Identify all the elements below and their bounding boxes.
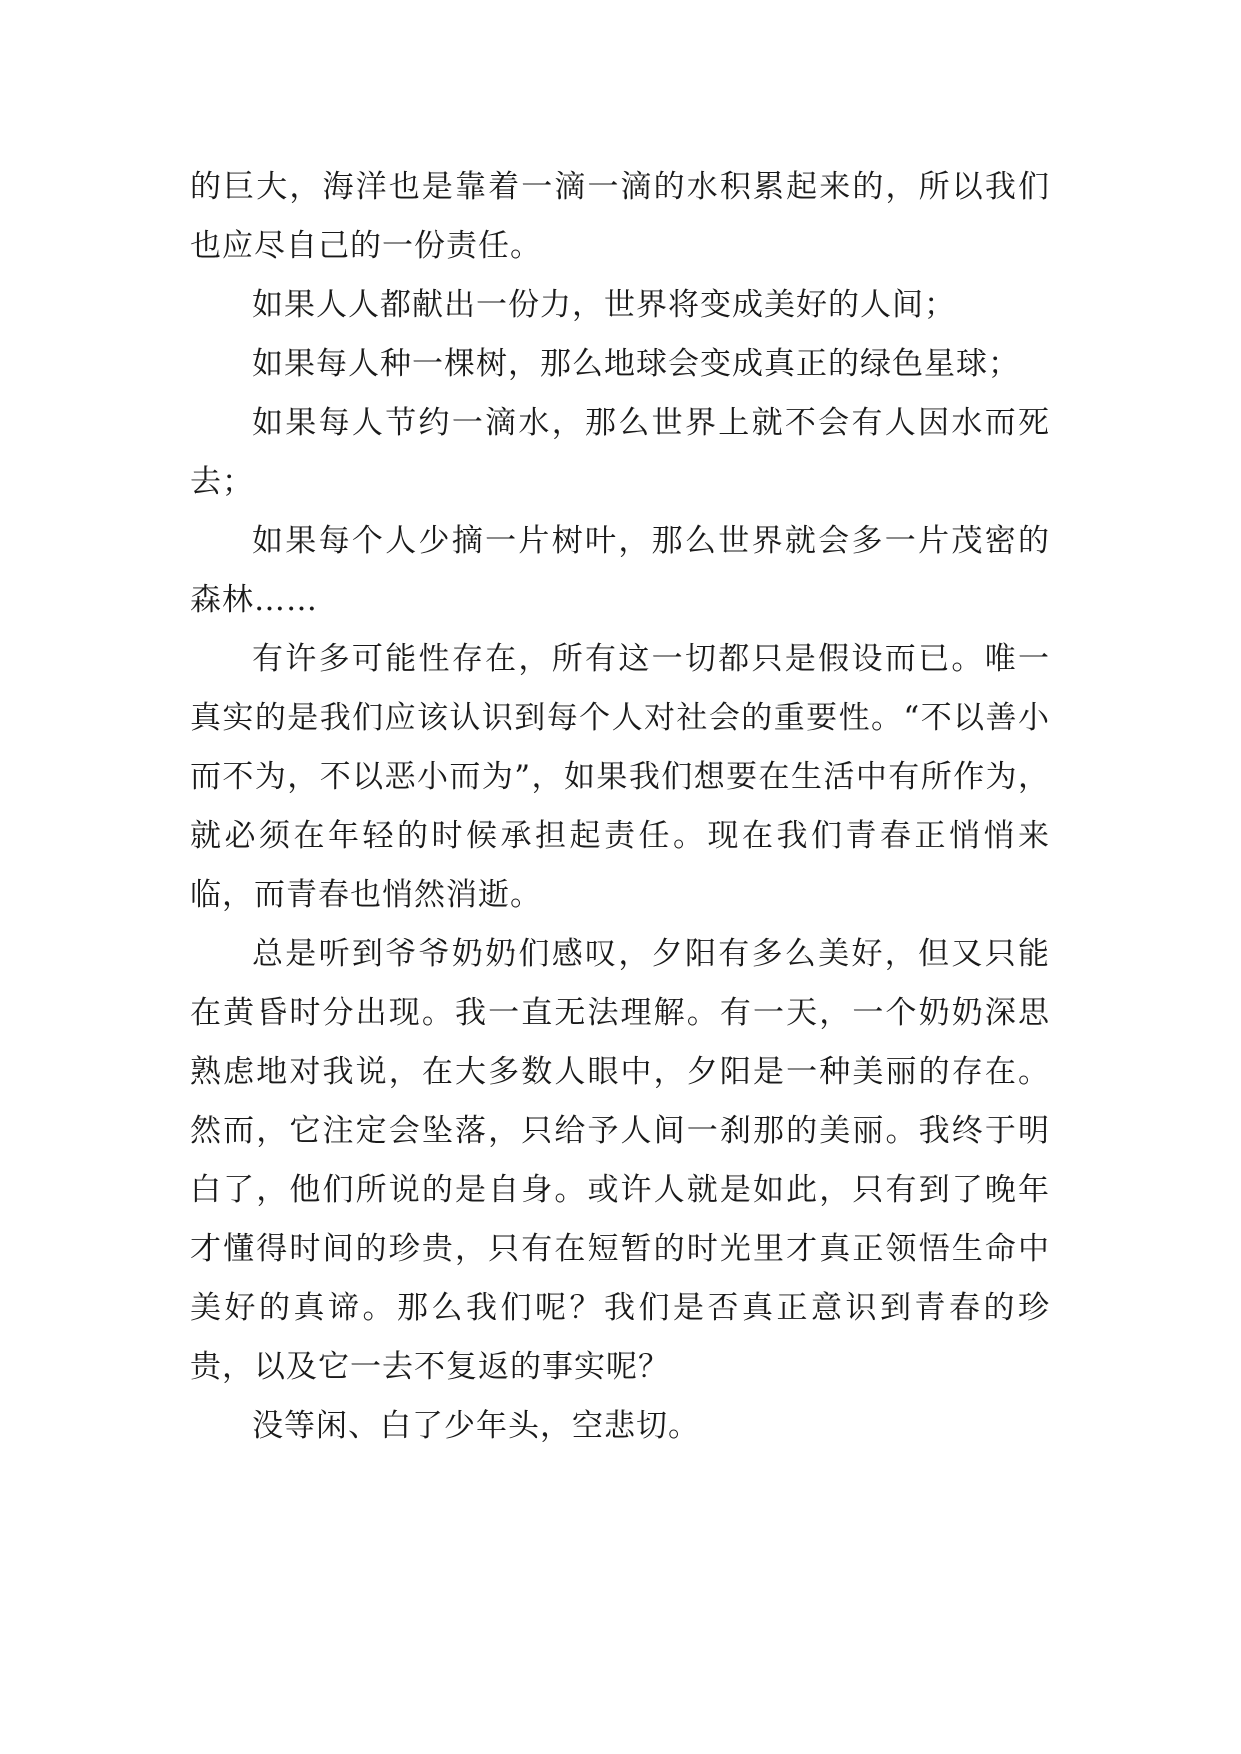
paragraph: 如果每人种一棵树，那么地球会变成真正的绿色星球； — [252, 346, 1020, 382]
paragraph: 总是听到爷爷奶奶们感叹，夕阳有多么美好，但又只能在黄昏时分出现。我一直无法理解。有一天，一个奶奶深思熟虑地对我说，在大多数人眼中，夕阳是一种美丽的存在。然而，它注定会坠落，只给予人间一刹那的美丽。我终于明白了，他们所说的是自身。或许人就是如此，只有到了晚年才懂得时间的珍贵，只有在短暂的时光里才真正领悟生命中美好的真谛。那么我们呢？我们是否真正意识到青春的珍贵，以及它一去不复返的事实呢？ — [190, 936, 1050, 1385]
paragraph: 如果每人节约一滴水，那么世界上就不会有人因水而死去； — [190, 405, 1050, 500]
paragraph: 有许多可能性存在，所有这一切都只是假设而已。唯一真实的是我们应该认识到每个人对社会的重要性。“不以善小而不为，不以恶小而为”，如果我们想要在生活中有所作为，就必须在年轻的时候承担起责任。现在我们青春正悄悄来临，而青春也悄然消逝。 — [190, 641, 1050, 913]
paragraph-continuation: 的巨大，海洋也是靠着一滴一滴的水积累起来的，所以我们也应尽自己的一份责任。 — [190, 169, 1050, 264]
paragraph: 如果人人都献出一份力，世界将变成美好的人间； — [252, 287, 956, 323]
paragraph: 如果每个人少摘一片树叶，那么世界就会多一片茂密的森林…… — [190, 523, 1050, 618]
document-body — [190, 158, 1050, 1456]
paragraph: 没等闲、白了少年头，空悲切。 — [252, 1408, 700, 1444]
